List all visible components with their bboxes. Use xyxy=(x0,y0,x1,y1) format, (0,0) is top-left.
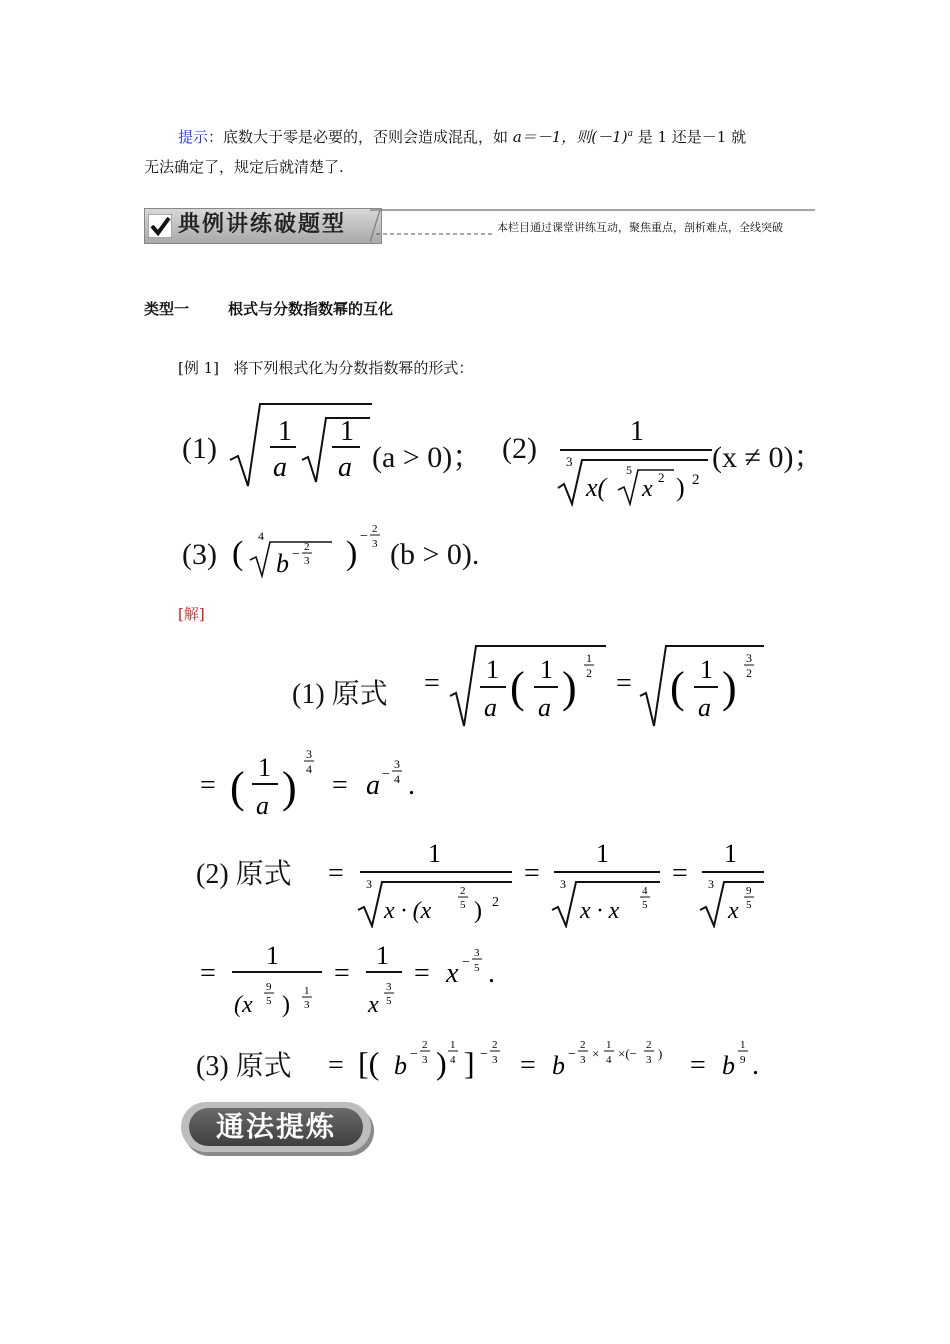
svg-text:b: b xyxy=(552,1051,565,1080)
svg-text:1: 1 xyxy=(596,839,609,868)
svg-text:a: a xyxy=(273,452,287,483)
svg-text:2: 2 xyxy=(460,885,466,897)
svg-text:1: 1 xyxy=(266,941,279,970)
svg-text:1: 1 xyxy=(340,416,354,447)
problem-1-radical xyxy=(226,400,376,490)
svg-text:1: 1 xyxy=(304,985,310,997)
svg-text:1: 1 xyxy=(486,655,499,684)
svg-text:x · (x: x · (x xyxy=(384,898,432,924)
svg-text:a: a xyxy=(698,693,711,722)
svg-text:.: . xyxy=(488,958,495,989)
svg-text:9: 9 xyxy=(266,981,272,993)
solution-2-label: (2) 原式 xyxy=(196,859,292,890)
problem-1-label: (1) xyxy=(182,432,217,465)
svg-text:5: 5 xyxy=(460,899,466,911)
svg-text:): ) xyxy=(282,763,297,812)
svg-text:4: 4 xyxy=(450,1054,456,1066)
svg-text:4: 4 xyxy=(606,1054,612,1066)
problem-3-label: (3) xyxy=(182,538,217,571)
solution-label: [解] xyxy=(178,605,205,623)
svg-text:3: 3 xyxy=(746,651,752,665)
svg-text:2: 2 xyxy=(372,523,378,535)
banner-title: 典例讲练破题型 xyxy=(178,212,347,237)
svg-text:5: 5 xyxy=(386,995,392,1007)
svg-text:1: 1 xyxy=(450,1039,456,1051)
svg-text:=: = xyxy=(616,668,632,699)
svg-text:−: − xyxy=(462,955,470,970)
svg-text:3: 3 xyxy=(386,981,392,993)
svg-text:=: = xyxy=(334,958,350,989)
svg-text:): ) xyxy=(282,992,290,1018)
svg-text:=: = xyxy=(520,1050,536,1081)
svg-text:−: − xyxy=(410,1047,418,1062)
hint-label: 提示 xyxy=(178,128,209,146)
svg-text:3: 3 xyxy=(366,877,372,891)
svg-text:2: 2 xyxy=(580,1039,586,1051)
svg-text:2: 2 xyxy=(646,1039,652,1051)
svg-text:(: ( xyxy=(670,663,685,712)
banner-note: 本栏目通过课堂讲练互动，聚焦重点，剖析难点，全线突破 xyxy=(497,221,783,234)
svg-text:9: 9 xyxy=(740,1054,746,1066)
svg-text:3: 3 xyxy=(646,1054,652,1066)
svg-text:=: = xyxy=(414,958,430,989)
svg-text:5: 5 xyxy=(626,463,632,477)
svg-text:3: 3 xyxy=(580,1054,586,1066)
svg-text:a: a xyxy=(484,693,497,722)
svg-text:x · x: x · x xyxy=(580,898,620,924)
example-label: [例 1] xyxy=(178,359,220,377)
section-type-label: 类型一 xyxy=(144,300,190,318)
svg-text:3: 3 xyxy=(304,999,310,1011)
svg-text:): ) xyxy=(722,663,737,712)
svg-text:=: = xyxy=(200,770,216,801)
problem-3-condition: (b > 0). xyxy=(390,538,480,571)
svg-text:2: 2 xyxy=(746,666,752,680)
svg-text:.: . xyxy=(752,1050,759,1081)
solution-1-label: (1) 原式 xyxy=(292,679,388,710)
svg-text:5: 5 xyxy=(474,962,480,974)
svg-text:3: 3 xyxy=(306,747,312,761)
svg-text:.: . xyxy=(408,770,415,801)
svg-text:1: 1 xyxy=(606,1039,612,1051)
svg-text:−: − xyxy=(480,1047,488,1062)
svg-text:a: a xyxy=(256,791,269,820)
check-icon xyxy=(148,214,172,238)
svg-text:1: 1 xyxy=(724,839,737,868)
svg-text:×: × xyxy=(592,1046,600,1061)
svg-text:5: 5 xyxy=(266,995,272,1007)
svg-text:): ) xyxy=(436,1045,447,1081)
svg-text:2: 2 xyxy=(304,541,310,553)
svg-text:b: b xyxy=(394,1051,407,1080)
svg-text:4: 4 xyxy=(306,762,312,776)
hint-line-2: 无法确定了，规定后就清楚了. xyxy=(144,158,344,176)
svg-text:2: 2 xyxy=(658,470,665,485)
svg-text:(: ( xyxy=(230,763,245,812)
svg-text:1: 1 xyxy=(428,839,441,868)
svg-text:=: = xyxy=(200,958,216,989)
problem-3-expression xyxy=(232,520,392,584)
svg-text:=: = xyxy=(524,858,540,889)
svg-text:4: 4 xyxy=(394,772,400,786)
svg-text:=: = xyxy=(690,1050,706,1081)
problem-2-condition: (x ≠ 0)； xyxy=(712,441,824,474)
svg-text:]: ] xyxy=(464,1045,475,1081)
svg-text:3: 3 xyxy=(394,757,400,771)
svg-text:9: 9 xyxy=(746,885,752,897)
svg-text:=: = xyxy=(332,770,348,801)
solution-2-steps xyxy=(324,838,774,928)
svg-text:): ) xyxy=(658,1046,663,1061)
svg-text:2: 2 xyxy=(492,1039,498,1051)
svg-text:1: 1 xyxy=(540,655,553,684)
svg-text:=: = xyxy=(672,858,688,889)
svg-text:=: = xyxy=(328,858,344,889)
svg-text:2: 2 xyxy=(422,1039,428,1051)
problem-2-fraction xyxy=(556,412,716,508)
svg-text:1: 1 xyxy=(586,651,592,665)
example-text: 将下列根式化为分数指数幂的形式： xyxy=(233,359,474,377)
svg-text:=: = xyxy=(424,668,440,699)
svg-text:1: 1 xyxy=(700,655,713,684)
hint-line-1 xyxy=(178,118,746,153)
svg-text:1: 1 xyxy=(740,1039,746,1051)
svg-text:5: 5 xyxy=(746,899,752,911)
solution-2-final: x xyxy=(446,958,459,989)
svg-text:×(−: ×(− xyxy=(618,1046,637,1061)
svg-text:x(: x( xyxy=(586,473,607,502)
svg-text:3: 3 xyxy=(708,877,714,891)
svg-text:(x: (x xyxy=(234,992,253,1018)
svg-text:3: 3 xyxy=(372,538,378,550)
svg-text:b: b xyxy=(276,549,289,578)
svg-text:[(: [( xyxy=(358,1045,380,1081)
svg-text:1: 1 xyxy=(630,416,644,447)
svg-text:2: 2 xyxy=(586,666,592,680)
section-type-title: 根式与分数指数幂的互化 xyxy=(228,300,394,318)
svg-text:3: 3 xyxy=(566,454,573,469)
solution-2-result xyxy=(196,938,526,1022)
svg-text:(: ( xyxy=(232,535,244,572)
problem-1-condition: (a > 0)； xyxy=(372,441,483,474)
solution-3-final: b xyxy=(722,1051,735,1080)
svg-text:): ) xyxy=(346,535,358,572)
solution-1-final: a xyxy=(366,770,380,801)
svg-text:−: − xyxy=(360,529,368,544)
svg-text:): ) xyxy=(676,473,685,502)
svg-text:): ) xyxy=(474,898,482,924)
svg-text:a: a xyxy=(538,693,551,722)
hint-text-tail: 是 1 还是－1 就 xyxy=(637,128,747,146)
svg-text:=: = xyxy=(328,1050,344,1081)
svg-text:2: 2 xyxy=(492,895,499,910)
svg-text:3: 3 xyxy=(474,947,480,959)
svg-text:4: 4 xyxy=(258,529,264,543)
svg-text:): ) xyxy=(562,663,577,712)
svg-text:4: 4 xyxy=(642,885,648,897)
solution-3-steps xyxy=(324,1030,834,1090)
svg-text:x: x xyxy=(642,476,653,502)
svg-text:3: 3 xyxy=(560,877,566,891)
solution-3-label: (3) 原式 xyxy=(196,1051,292,1082)
problem-2-label: (2) xyxy=(502,432,537,465)
hint-a-eq: a＝－1，则(－1) xyxy=(512,128,628,146)
svg-text:−: − xyxy=(292,547,300,562)
method-badge xyxy=(181,1102,371,1152)
svg-text:x: x xyxy=(368,992,379,1018)
svg-text:3: 3 xyxy=(304,555,310,567)
solution-1-result xyxy=(196,742,436,822)
svg-text:2: 2 xyxy=(692,472,700,488)
svg-text:3: 3 xyxy=(492,1054,498,1066)
svg-text:1: 1 xyxy=(258,753,271,782)
svg-text:5: 5 xyxy=(642,899,648,911)
svg-text:−: − xyxy=(382,767,390,782)
method-badge-label: 通法提炼 xyxy=(189,1108,363,1146)
svg-text:a: a xyxy=(338,452,352,483)
svg-text:1: 1 xyxy=(278,416,292,447)
solution-1-steps xyxy=(420,640,770,730)
svg-text:−: − xyxy=(568,1047,576,1062)
svg-text:(: ( xyxy=(510,663,525,712)
svg-text:x: x xyxy=(728,898,739,924)
hint-text: ：底数大于零是必要的，否则会造成混乱，如 xyxy=(208,128,509,146)
example-line xyxy=(178,352,473,384)
hint-a-exp: a xyxy=(627,129,633,139)
svg-text:1: 1 xyxy=(376,941,389,970)
svg-text:3: 3 xyxy=(422,1054,428,1066)
